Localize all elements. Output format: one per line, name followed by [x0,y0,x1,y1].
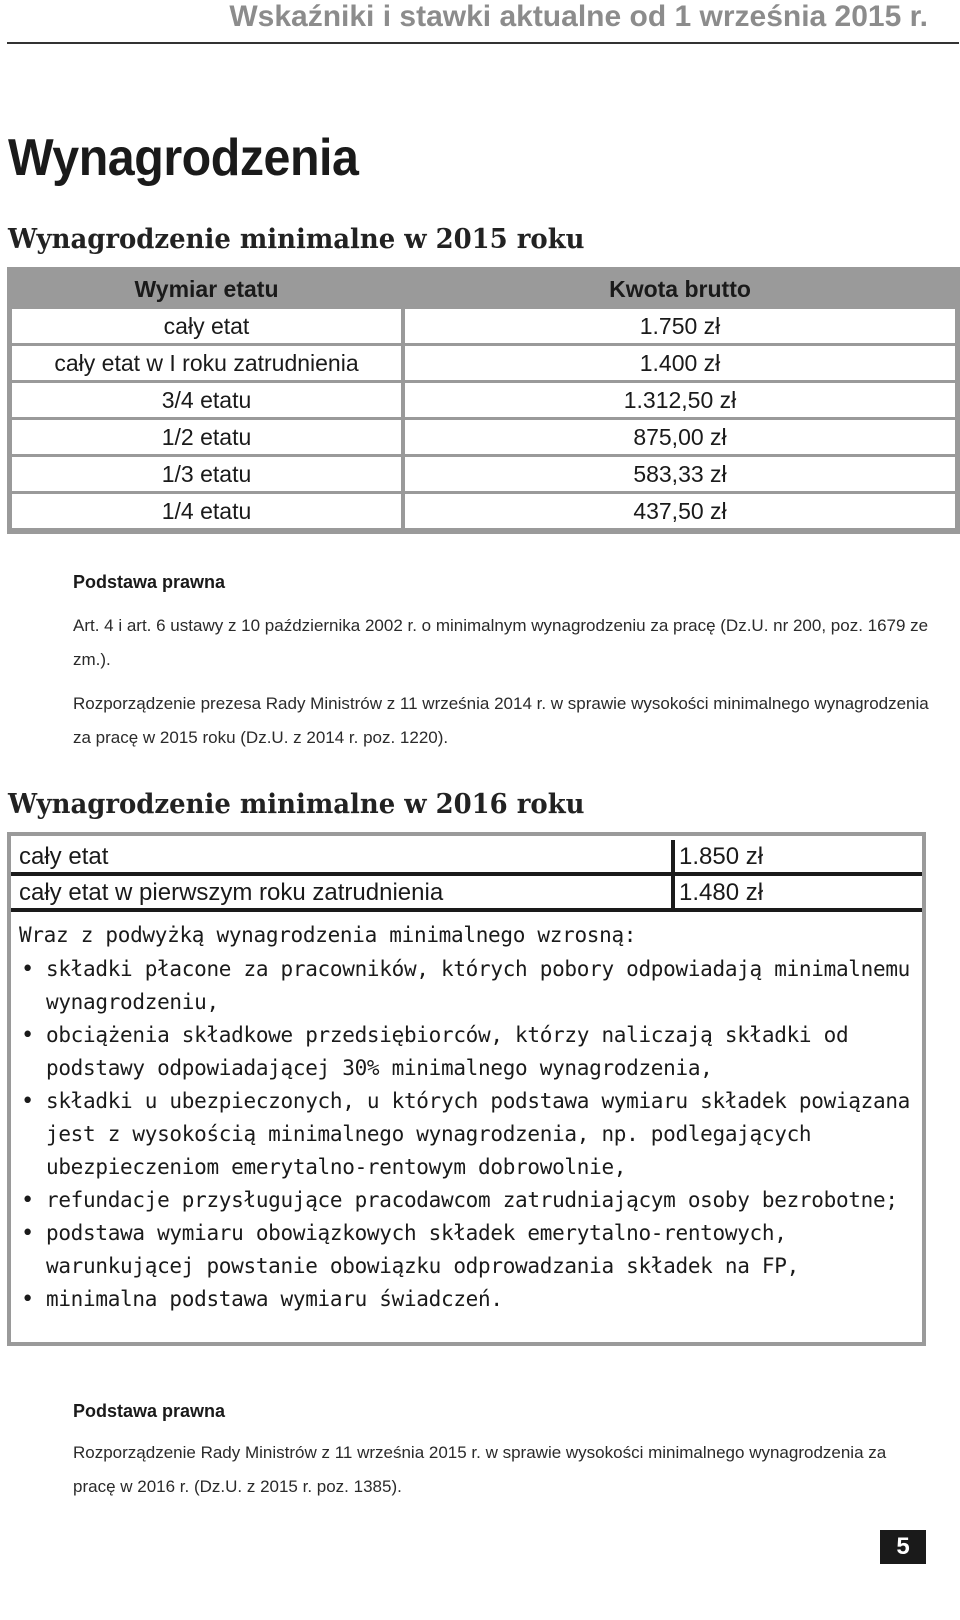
table-cell-work-time: cały etat w I roku zatrudnienia [54,350,359,376]
table-cell-work-time: 3/4 etatu [161,387,252,413]
minimum-wage-2015-table [7,267,960,534]
legal-basis-label-2015: Podstawa prawna [73,572,226,592]
column-divider [671,876,675,908]
bullet-icon: • [21,1287,34,1312]
legal-basis-text: Rozporządzenie Rady Ministrów z 11 września 2015 r. w sprawie wysokości minimalnego wynagrodzenia za pracę w 2016 r. (Dz.U. z 2015 r. poz. 1385). [73,1443,887,1496]
increase-list [19,953,919,1316]
section-heading-2016: Wynagrodzenie minimalne w 2016 roku [8,789,585,820]
table-row [12,457,955,491]
table-cell-gross-amount: 1.312,50 zł [623,387,737,413]
table-cell-gross-amount: 875,00 zł [633,424,727,450]
list-item [19,1085,919,1184]
list-item [19,1283,919,1316]
list-item-text: podstawa wymiaru obowiązkowych składek emerytalno-rentowych, warunkującej powstanie obowiązku odprowadzania składek na FP, [46,1221,799,1278]
section-heading-2015: Wynagrodzenie minimalne w 2015 roku [8,224,585,255]
table-row [12,309,955,343]
legal-basis-label-2016: Podstawa prawna [73,1401,226,1421]
legal-basis-text: Rozporządzenie prezesa Rady Ministrów z 11 września 2014 r. w sprawie wysokości minimalnego wynagrodzenia za pracę w 2015 roku (Dz.U. z 2014 r. poz. 1220). [73,694,929,747]
table-cell-gross-amount: 1.400 zł [639,350,721,376]
increase-intro: Wraz z podwyżką wynagrodzenia minimalnego wzrosną: [19,923,637,947]
list-item [19,1184,919,1217]
table-cell-work-time: 1/4 etatu [161,498,252,524]
row-value: 1.850 zł [679,843,764,870]
bullet-icon: • [21,1188,34,1213]
list-item [19,953,919,1019]
table-cell-gross-amount: 437,50 zł [633,498,727,524]
list-item-text: obciążenia składkowe przedsiębiorców, którzy naliczają składki od podstawy odpowiadającej 30% minimalnego wynagrodzenia, [46,1023,849,1080]
table-row [12,383,955,417]
page-title: Wynagrodzenia [8,129,359,187]
minimum-wage-2016-box [7,832,926,1346]
table-header-row [12,272,955,306]
legal-basis-text: Art. 4 i art. 6 ustawy z 10 października 2002 r. o minimalnym wynagrodzeniu za pracę (Dz.U. nr 200, poz. 1679 ze zm.). [73,616,929,669]
row-value: 1.480 zł [679,879,764,906]
table-cell-gross-amount: 583,33 zł [633,461,727,487]
bullet-icon: • [21,1221,34,1246]
table-row [11,840,922,876]
header-rule [7,42,959,44]
table-row [12,494,955,528]
table-row [12,420,955,454]
bullet-icon: • [21,1023,34,1048]
list-item [19,1019,919,1085]
page-number: 5 [880,1530,926,1564]
table-cell-work-time: 1/3 etatu [161,461,252,487]
list-item-text: składki u ubezpieczonych, u których podstawa wymiaru składek powiązana jest z wysokością minimalnego wynagrodzenia, np. podlegających ubezpieczeniom emerytalno-rentowym dobrowolnie, [46,1089,911,1179]
row-label: cały etat [19,843,109,870]
page-header [0,0,960,44]
table-cell-work-time: cały etat [163,313,250,339]
list-item-text: składki płacone za pracowników, których pobory odpowiadają minimalnemu wynagrodzeniu, [46,957,911,1014]
table-row [12,346,955,380]
table-cell-gross-amount: 1.750 zł [639,313,721,339]
header-title: Wskaźniki i stawki aktualne od 1 września 2015 r. [229,0,928,33]
column-divider [671,840,675,872]
column-header-gross-amount: Kwota brutto [609,276,751,302]
table-cell-work-time: 1/2 etatu [161,424,252,450]
list-item-text: minimalna podstawa wymiaru świadczeń. [46,1287,503,1311]
bullet-icon: • [21,957,34,982]
table-row [11,876,922,912]
list-item [19,1217,919,1283]
bullet-icon: • [21,1089,34,1114]
list-item-text: refundacje przysługujące pracodawcom zatrudniającym osoby bezrobotne; [46,1188,898,1212]
row-label: cały etat w pierwszym roku zatrudnienia [19,879,444,906]
column-header-work-time: Wymiar etatu [134,276,279,302]
